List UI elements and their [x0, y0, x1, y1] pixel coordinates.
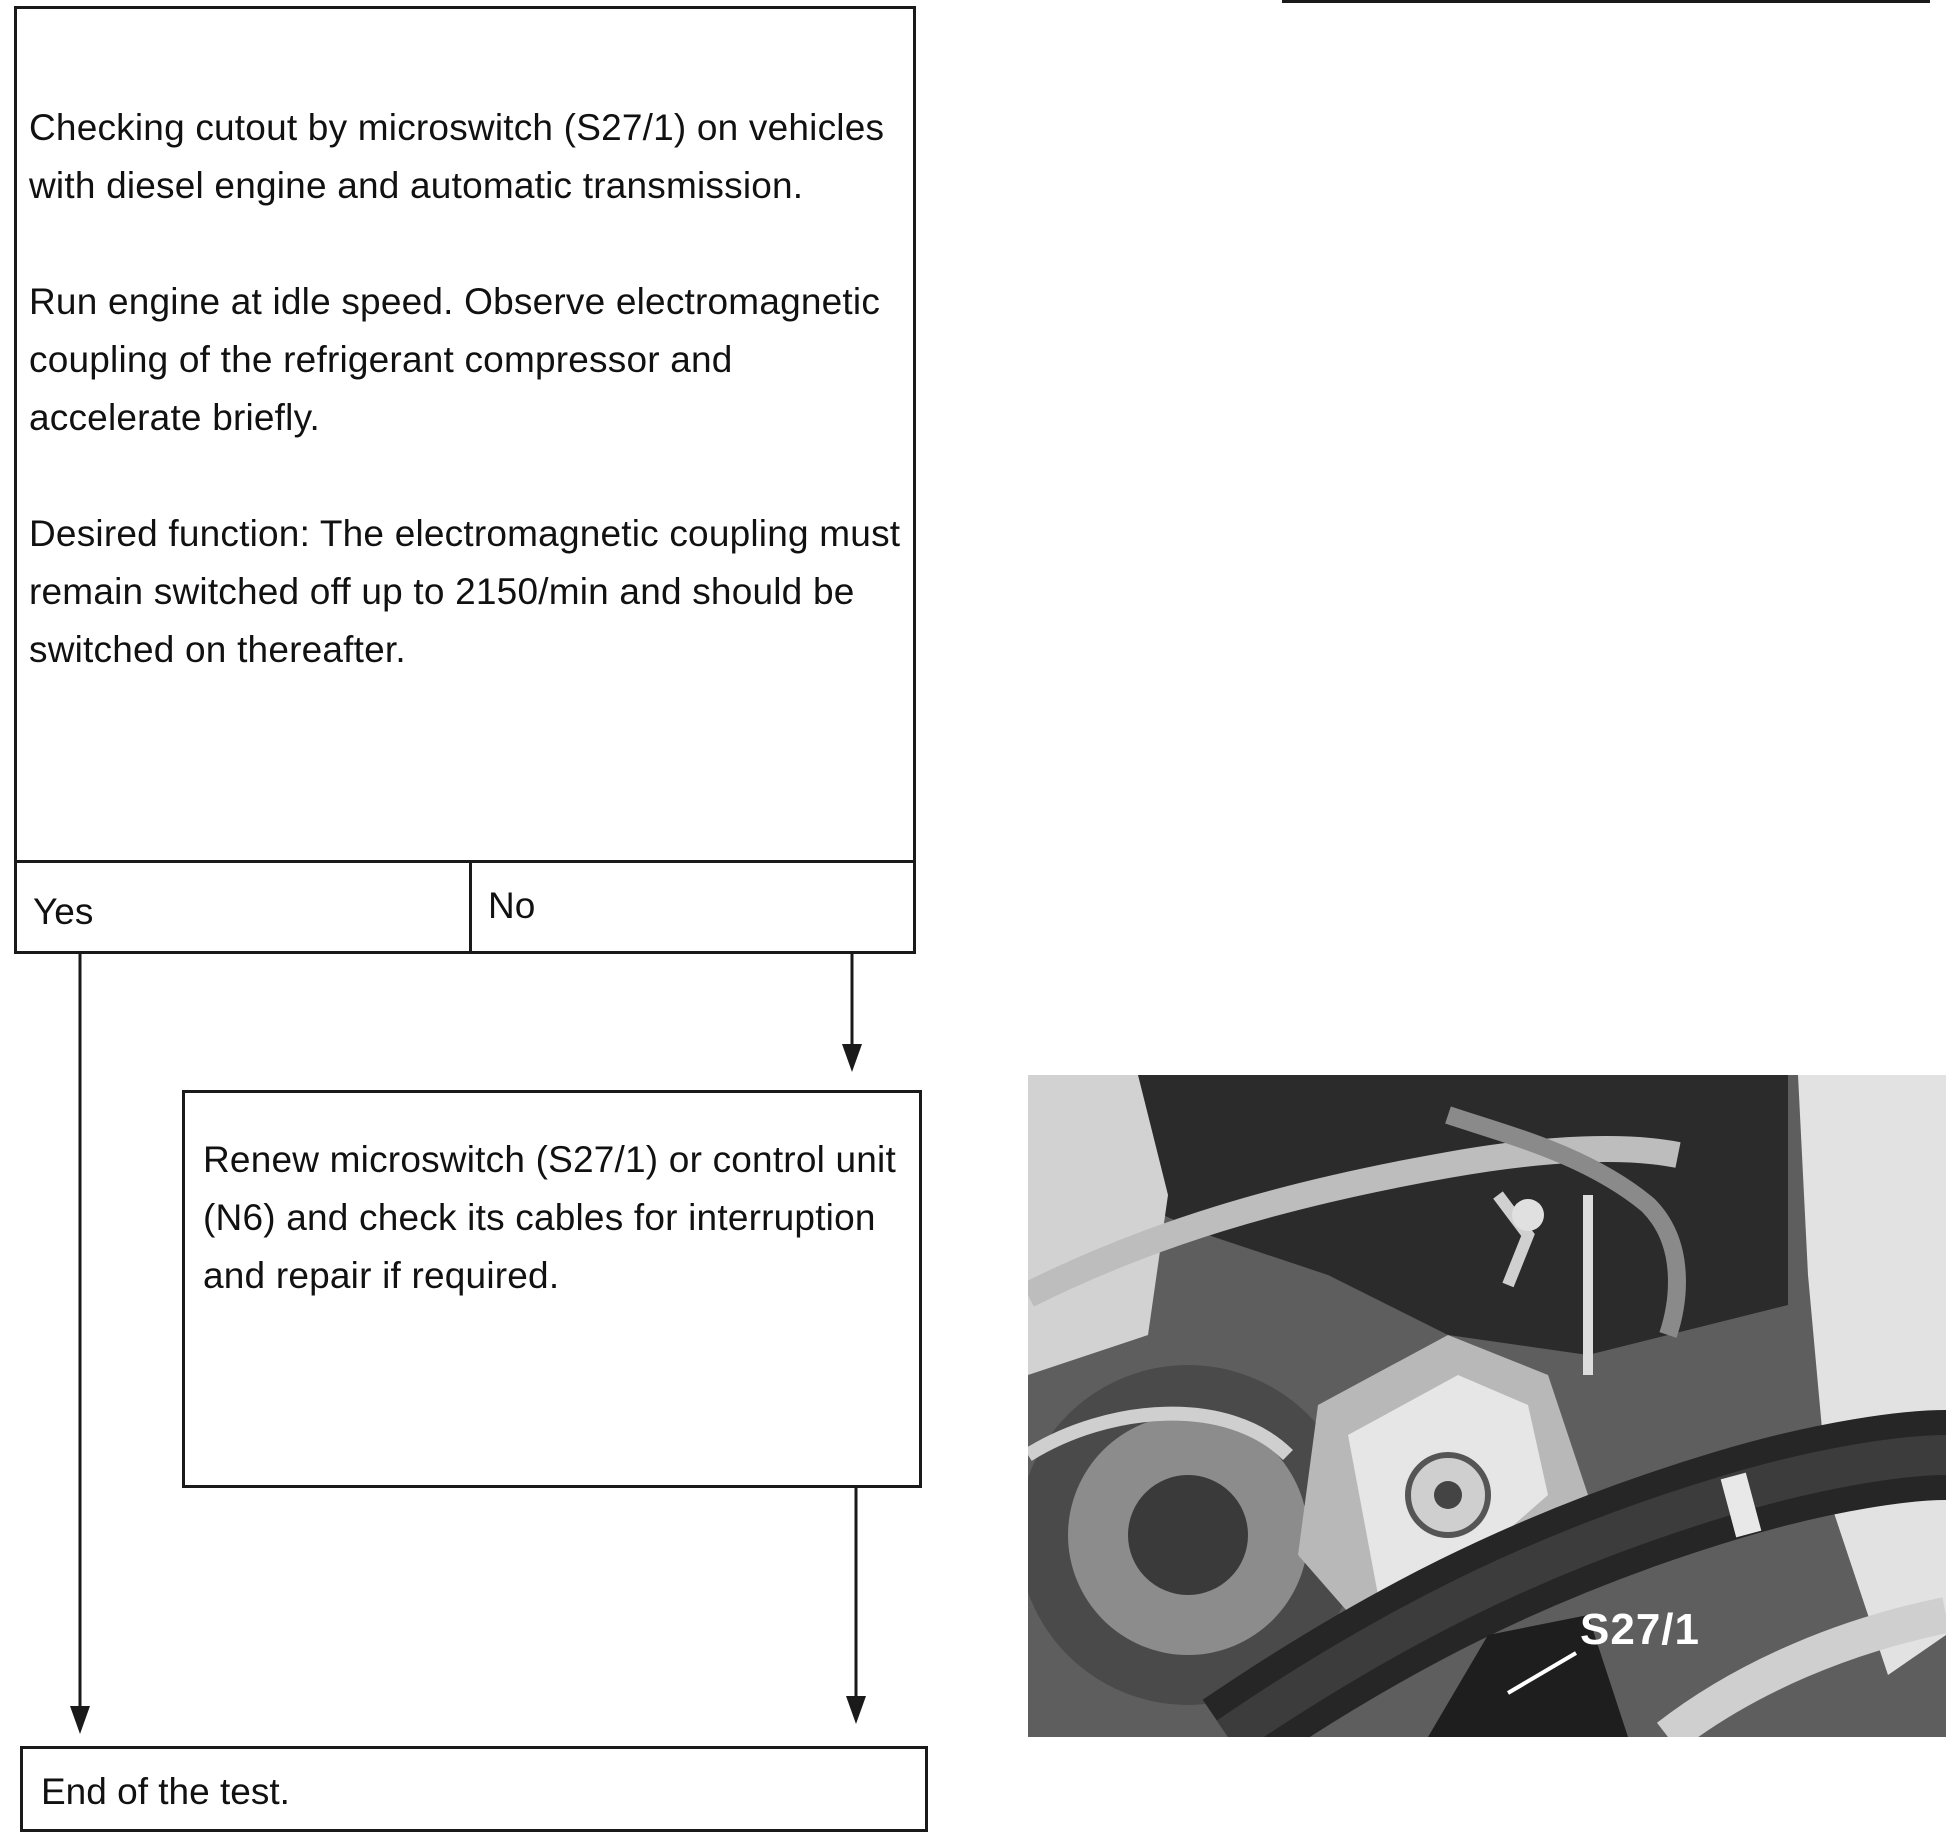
renew-text: Renew microswitch (S27/1) or control unit (N6) and check its cables for interruption and repair if required.	[203, 1139, 896, 1296]
renew-to-end-arrow	[846, 1488, 866, 1724]
no-arrow	[842, 954, 862, 1072]
answer-yes: Yes	[17, 863, 472, 951]
answer-row	[14, 860, 916, 954]
check-paragraph-3: Desired function: The electromagnetic coupling must remain switched off up to 2150/min and should be switched on thereafter.	[29, 513, 901, 670]
check-paragraph-1: Checking cutout by microswitch (S27/1) on vehicles with diesel engine and automatic transmission.	[29, 107, 885, 206]
answer-no: No	[488, 885, 536, 926]
top-rule	[1282, 0, 1930, 3]
photo-label-s27-1: S27/1	[1580, 1605, 1700, 1654]
renew-action-box	[182, 1090, 922, 1488]
yes-arrow	[70, 954, 90, 1734]
end-of-test-box	[20, 1746, 928, 1832]
check-paragraph-2: Run engine at idle speed. Observe electromagnetic coupling of the refrigerant compressor and accelerate briefly.	[29, 281, 881, 438]
engine-photo	[1028, 1075, 1946, 1737]
check-procedure-box	[14, 6, 916, 864]
end-text: End of the test.	[41, 1771, 290, 1812]
engine-photo-image	[1028, 1075, 1946, 1737]
